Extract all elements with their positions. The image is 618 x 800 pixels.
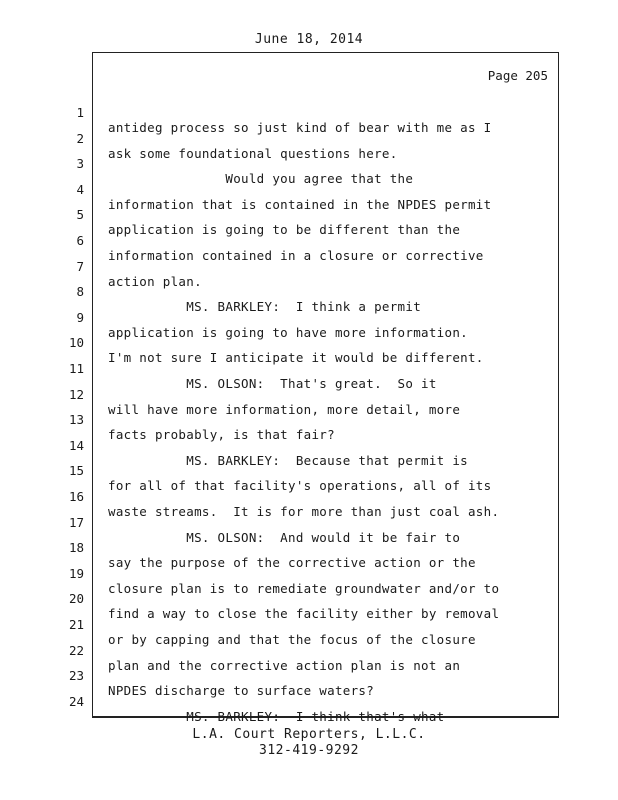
line-text: will have more information, more detail, more [108, 401, 461, 417]
line-text: information that is contained in the NPDES permit [108, 196, 492, 212]
line-text: NPDES discharge to surface waters? [108, 683, 375, 699]
transcript-line [0, 679, 618, 724]
line-number: 10 [68, 335, 84, 351]
transcript-line [0, 244, 618, 289]
line-number: 5 [76, 207, 84, 223]
transcript-line [0, 269, 618, 315]
line-text: action plan. [108, 273, 202, 289]
line-text: information contained in a closure or corrective [108, 248, 484, 263]
line-number: 21 [68, 617, 84, 632]
transcript-line [0, 295, 618, 340]
line-text: ask some foundational questions here. [108, 145, 398, 161]
line-number: 20 [68, 591, 84, 607]
transcript-line [0, 320, 618, 366]
line-text: application is going to be different than the [108, 222, 461, 238]
transcript-date: June 18, 2014 [254, 32, 364, 47]
line-text: I'm not sure I anticipate it would be different. [108, 350, 484, 366]
line-text: MS. BARKLEY: I think a permit [108, 299, 422, 315]
transcript-line [0, 192, 618, 238]
line-text: MS. BARKLEY: Because that permit is [108, 452, 468, 468]
line-number: 12 [68, 386, 84, 402]
line-number: 11 [68, 361, 84, 376]
line-number: 24 [68, 693, 84, 709]
transcript-line [0, 218, 618, 263]
line-number: 19 [68, 565, 84, 581]
line-number: 3 [76, 156, 84, 172]
transcript-line [0, 372, 618, 417]
line-number: 4 [76, 181, 84, 197]
transcript-line [0, 397, 618, 443]
line-text: find a way to close the facility either by removal [108, 606, 500, 622]
line-text: MS. BARKLEY: I think that's what [108, 708, 445, 724]
line-text: or by capping and that the focus of the closure [108, 632, 476, 647]
line-number: 15 [68, 463, 84, 479]
transcript-line [0, 628, 618, 673]
transcript-line [0, 346, 618, 391]
reporter-company: L.A. Court Reporters, L.L.C. [192, 727, 426, 742]
line-number: 7 [76, 258, 84, 274]
transcript-line [0, 653, 618, 699]
line-text: MS. OLSON: And would it be fair to [108, 529, 461, 545]
line-number: 9 [76, 309, 84, 325]
line-text: MS. OLSON: That's great. So it [108, 376, 437, 391]
line-number: 14 [68, 437, 84, 453]
line-text: closure plan is to remediate groundwater and/or to [108, 580, 500, 596]
transcript-line [0, 423, 618, 468]
line-number: 18 [68, 540, 84, 556]
transcript-line [0, 167, 618, 212]
line-text: waste streams. It is for more than just coal ash. [108, 504, 500, 519]
line-number: 23 [68, 668, 84, 684]
line-number: 8 [76, 284, 84, 300]
line-text: antideg process so just kind of bear with me as I [108, 120, 492, 135]
line-number: 22 [68, 642, 84, 658]
transcript-line [0, 141, 618, 187]
line-number: 13 [68, 412, 84, 428]
line-text: Would you agree that the [108, 171, 414, 187]
line-text: application is going to have more information. [108, 324, 468, 340]
line-text: facts probably, is that fair? [108, 427, 335, 443]
transcript-line [0, 551, 618, 596]
line-number: 16 [68, 489, 84, 504]
line-number: 2 [76, 130, 84, 146]
line-number: 6 [76, 233, 84, 248]
line-text: for all of that facility's operations, all of its [108, 478, 492, 494]
line-text: say the purpose of the corrective action or the [108, 555, 476, 571]
transcript-line [0, 474, 618, 519]
reporter-phone: 312-419-9292 [259, 743, 359, 758]
transcript-line [0, 525, 618, 571]
line-number: 1 [76, 105, 84, 120]
transcript-line [0, 602, 618, 647]
transcript-line [0, 500, 618, 545]
line-number: 17 [68, 514, 84, 530]
transcript-line [0, 90, 618, 135]
transcript-line [0, 116, 618, 161]
line-text: plan and the corrective action plan is not an [108, 657, 461, 673]
page-footer [0, 727, 618, 759]
transcript-line [0, 576, 618, 622]
transcript-line [0, 448, 618, 494]
page-number: Page 205 [487, 68, 548, 83]
